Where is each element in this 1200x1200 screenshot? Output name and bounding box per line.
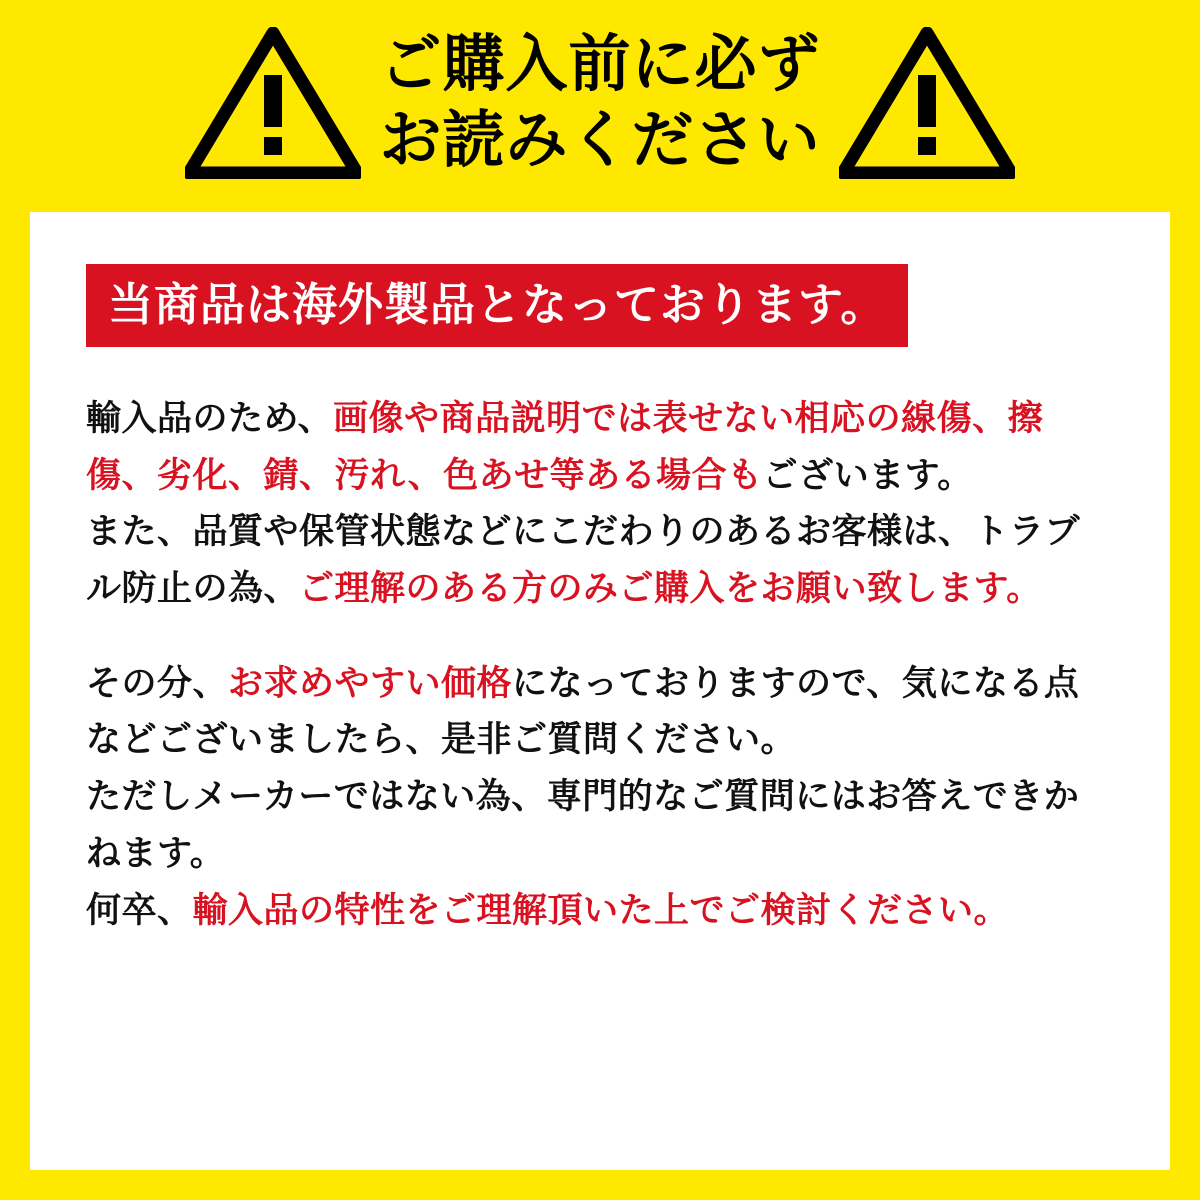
text-segment: その分、 bbox=[86, 663, 229, 703]
page-header bbox=[0, 0, 1200, 200]
text-segment-highlight: 輸入品の特性をご理解頂いた上でご検討ください。 bbox=[192, 890, 1010, 930]
text-segment-highlight: お求めやすい価格 bbox=[228, 663, 513, 703]
page-title-line2: お読みください bbox=[379, 106, 821, 175]
paragraph-spacer bbox=[86, 618, 1114, 656]
notice-paragraph-5 bbox=[86, 883, 1114, 940]
notice-card bbox=[30, 212, 1170, 1170]
notice-banner: 当商品は海外製品となっております。 bbox=[86, 264, 908, 347]
text-segment-highlight: 画像や商品説明では表せない相応の線傷、擦傷、劣化、錆、汚れ、色あせ等ある場合も bbox=[86, 399, 1044, 495]
text-segment: 何卒、 bbox=[86, 890, 193, 930]
text-segment-highlight: ご理解のある方のみご購入をお願い致します。 bbox=[299, 569, 1042, 609]
notice-paragraph-3 bbox=[86, 656, 1114, 769]
notice-body bbox=[86, 391, 1114, 939]
notice-paragraph-2 bbox=[86, 504, 1114, 617]
text-segment: ただしメーカーではない為、専門的なご質問にはお答えできかねます。 bbox=[86, 777, 1080, 873]
page-title-line1: ご購入前に必ず bbox=[379, 30, 821, 100]
notice-paragraph-4 bbox=[86, 769, 1114, 882]
text-segment: 輸入品のため、 bbox=[86, 399, 334, 438]
text-segment: また、品質や保管状態などにこだわりのあるお客様は、トラブル防止の為、 bbox=[86, 512, 1081, 609]
warning-triangle-icon bbox=[185, 27, 361, 179]
text-segment: になっておりますので、気になる点などございましたら、是非ご質問ください。 bbox=[86, 663, 1080, 760]
page-title bbox=[379, 27, 820, 178]
warning-triangle-icon bbox=[839, 27, 1015, 179]
notice-paragraph-1 bbox=[86, 391, 1114, 504]
text-segment: ございます。 bbox=[762, 455, 973, 495]
